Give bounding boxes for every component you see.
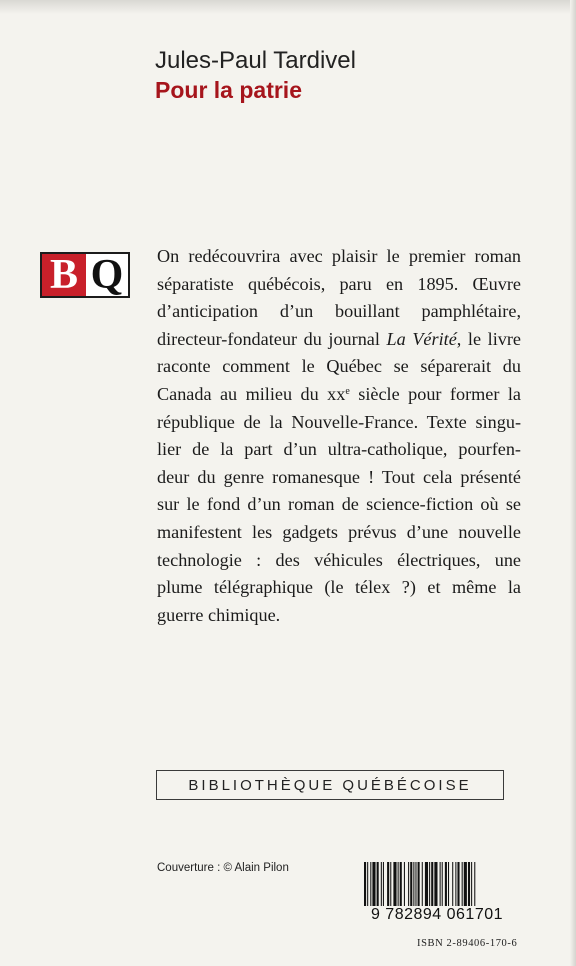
barcode-bar [404,862,405,906]
book-title: Pour la patrie [155,77,302,103]
barcode-bar [464,862,467,906]
newspaper-title: La Vérité [386,328,457,349]
barcode-bar [415,862,416,906]
barcode-bar [440,862,441,906]
blurb-line: guerre chimique. [157,604,281,625]
century-superscript: e [345,385,350,397]
blurb-line: sur le fond d’un roman de science-fiction où se [157,494,521,515]
barcode-bar [442,862,443,906]
barcode-bar [370,862,371,906]
scan-edge-right [570,0,576,966]
blurb-line: plume télégraphique (le télex ?) et même la [157,577,521,598]
barcode-bar [455,862,456,906]
blurb-line: manifestent les gadgets prévus d’une nouvelle [157,521,521,542]
blurb-line: république de la Nouvelle-France. Texte singu- [157,411,521,432]
blurb-line [157,326,521,354]
barcode-bar [445,862,447,906]
barcode-bar [413,862,414,906]
barcode-digits: 9 782894 061701 [370,906,504,923]
barcode-bar [381,862,382,906]
barcode-bar [474,862,475,906]
barcode-bar [367,862,368,906]
barcode-bar [434,862,437,906]
author-name: Jules-Paul Tardivel [155,47,356,74]
barcode-bar [457,862,459,906]
barcode-bar [471,862,472,906]
barcode-bar [398,862,399,906]
barcode-bar [425,862,428,906]
back-cover-blurb [157,243,521,629]
blurb-line [157,381,521,409]
barcode-bar [364,862,366,906]
logo-letter-b: B [42,254,86,296]
barcode-bar [422,862,423,906]
publisher-logo [40,252,130,298]
barcode-bars [362,862,512,910]
barcode-bar [383,862,384,906]
blurb-line: séparatiste québécois, paru en 1895. Œuvre [157,273,521,294]
blurb-line: deur du genre romanesque ! Tout cela présenté [157,466,521,487]
barcode-bar [448,862,449,906]
barcode-bar [429,862,430,906]
barcode-bar [408,862,409,906]
blurb-line: technologie : des véhicules électriques, une [157,549,521,570]
barcode-bar [431,862,433,906]
barcode-bar [377,862,379,906]
blurb-text: Canada au milieu du xx [157,383,346,404]
blurb-line: lier de la part d’un ultra-catholique, pourfen- [157,439,521,460]
barcode-bar [390,862,391,906]
barcode-bar [400,862,402,906]
barcode-bar [387,862,389,906]
barcode-bar [393,862,396,906]
scan-edge-top [0,0,576,14]
blurb-line: raconte comment le Québec se séparerait du [157,356,521,377]
blurb-text: siècle pour former la [349,383,521,404]
cover-credit: Couverture : © Alain Pilon [157,862,289,874]
barcode-bar [410,862,412,906]
isbn-number: ISBN 2-89406-170-6 [417,938,518,949]
barcode-bar [372,862,375,906]
blurb-text: directeur-fondateur du journal [157,328,387,349]
barcode-bar [452,862,453,906]
barcode-bar [468,862,470,906]
collection-label: BIBLIOTHÈQUE QUÉBÉCOISE [156,770,504,800]
barcode-bar [418,862,420,906]
blurb-line: On redécouvrira avec plaisir le premier roman [157,246,521,266]
blurb-text: , le livre [456,328,521,349]
blurb-line: d’anticipation d’un bouillant pamphlétaire, [157,301,521,322]
logo-letter-q: Q [86,254,128,296]
barcode-bar [462,862,463,906]
